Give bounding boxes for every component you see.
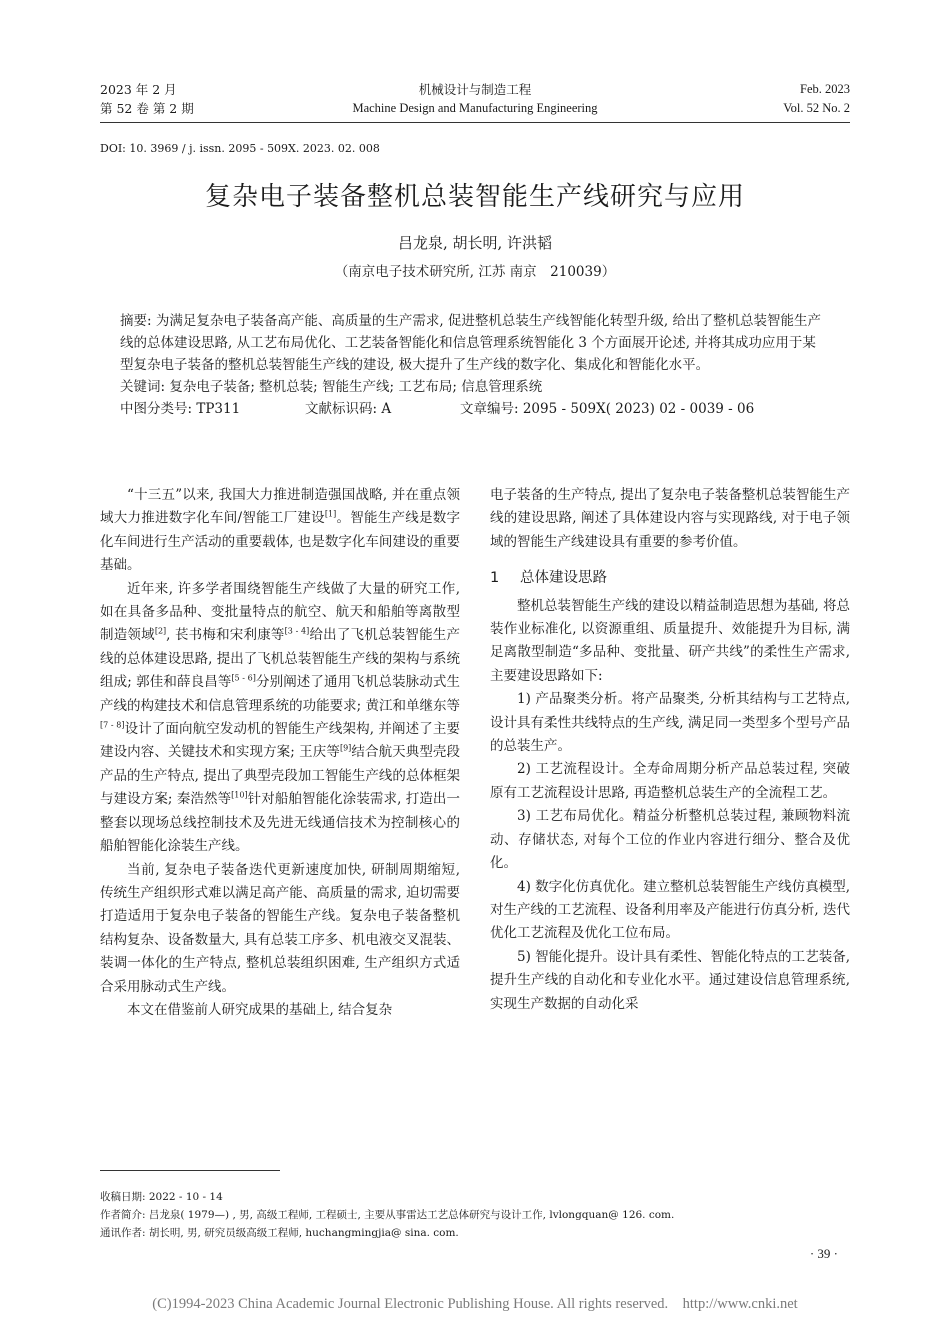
paragraph: 整机总装智能生产线的建设以精益制造思想为基础, 将总装作业标准化, 以资源重组、质量提升、效能提升为目标, 满足离散型制造“多品种、变批量、研产共线”的柔性生产需求, 主要建设思路如下: xyxy=(490,597,850,684)
list-item: 3) 工艺布局优化。精益分析整机总装过程, 兼顾物料流动、存储状态, 对每个工位的作业内容进行细分、整合及优化。 xyxy=(490,808,850,872)
citation[interactable]: [3 - 4] xyxy=(284,626,310,636)
classification-row xyxy=(120,398,828,420)
paragraph: “十三五”以来, 我国大力推进制造强国战略, 并在重点领域大力推进数字化车间/智能工厂建设[1]。智能生产线是数字化车间进行生产活动的重要载体, 也是数字化车间建设的重要基础。 xyxy=(100,487,460,574)
paragraph: 电子装备的生产特点, 提出了复杂电子装备整机总装智能生产线的建设思路, 阐述了具体建设内容与实现路线, 对于电子领域的智能生产线建设具有重要的参考价值。 xyxy=(490,487,850,550)
list-item: 4) 数字化仿真优化。建立整机总装智能生产线仿真模型, 对生产线的工艺流程、设备利用率及产能进行仿真分析, 迭代优化工艺流程及优化工位布局。 xyxy=(490,878,850,942)
citation[interactable]: [7 - 8] xyxy=(100,720,125,730)
abstract-text: 摘要: 为满足复杂电子装备高产能、高质量的生产需求, 促进整机总装生产线智能化转型升级, 给出了整机总装智能生产线的总体建设思路, 从工艺布局优化、工艺装备智能化和信息管理系统智能化 3 个方面展开论述, 并将其成功应用于某型复杂电子装备的整机总装智能生产线的建设, 极大提升了生产线的数字化、集成化和智能化水平。 xyxy=(120,313,822,373)
body-column-left xyxy=(100,484,460,1022)
article-number: 文章编号: 2095 - 509X( 2023) 02 - 0039 - 06 xyxy=(460,401,755,417)
section-number: 1 xyxy=(490,570,500,587)
volume-issue: 第 52 卷 第 2 期 xyxy=(100,101,194,116)
copyright-watermark: (C)1994-2023 China Academic Journal Electronic Publishing House. All rights reserved. http://www.cnki.net xyxy=(152,1296,798,1312)
issue-date: 2023 年 2 月 xyxy=(100,82,177,97)
doi: DOI: 10. 3969 / j. issn. 2095 - 509X. 2023. 02. 008 xyxy=(100,142,380,155)
citation[interactable]: [2] xyxy=(154,626,167,636)
paper-title: 复杂电子装备整机总装智能生产线研究与应用 xyxy=(204,182,745,212)
issue-date-en: Feb. 2023 xyxy=(800,82,850,96)
corresponding-author: 通讯作者: 胡长明, 男, 研究员级高级工程师, huchangmingjia@ sina. com. xyxy=(100,1227,459,1239)
citation[interactable]: [5 - 6] xyxy=(231,673,256,683)
document-code: 文献标识码: A xyxy=(305,401,392,417)
footnotes xyxy=(100,1188,850,1242)
paragraph: 本文在借鉴前人研究成果的基础上, 结合复杂 xyxy=(127,1001,393,1018)
clc-number: 中图分类号: TP311 xyxy=(120,401,241,417)
paragraph: 当前, 复杂电子装备迭代更新速度加快, 研制周期缩短, 传统生产组织形式难以满足高产能、高质量的需求, 迫切需要打造适用于复杂电子装备的智能生产线。复杂电子装备整机结构复杂、设备数量大, 具有总装工序多、机电液交叉混装、装调一体化的生产特点, 整机总装组织困难, 生产组织方式适合采用脉动式生产线。 xyxy=(100,861,460,995)
abstract-block xyxy=(120,310,828,420)
header-right xyxy=(783,80,850,118)
volume-issue-en: Vol. 52 No. 2 xyxy=(783,101,850,115)
header-divider xyxy=(100,122,850,123)
citation[interactable]: [10] xyxy=(231,790,248,800)
authors: 吕龙泉, 胡长明, 许洪韬 xyxy=(397,234,553,252)
page-number: · 39 · xyxy=(809,1246,838,1261)
affiliation: （南京电子技术研究所, 江苏 南京 210039） xyxy=(334,264,616,280)
body-column-right xyxy=(490,484,850,1016)
journal-name-en: Machine Design and Manufacturing Engineering xyxy=(352,101,598,115)
list-item: 1) 产品聚类分析。将产品聚类, 分析其结构与工艺特点, 设计具有柔性共线特点的生产线, 满足同一类型多个型号产品的总装生产。 xyxy=(490,691,850,755)
list-item: 5) 智能化提升。设计具有柔性、智能化特点的工艺装备, 提升生产线的自动化和专业化水平。通过建设信息管理系统, 实现生产数据的自动化采 xyxy=(490,948,850,1012)
citation[interactable]: [1] xyxy=(324,509,337,519)
list-item: 2) 工艺流程设计。全寿命周期分析产品总装过程, 突破原有工艺流程设计思路, 再造整机总装生产的全流程工艺。 xyxy=(490,761,850,801)
author-bio: 作者简介: 吕龙泉( 1979—) , 男, 高级工程师, 工程硕士, 主要从事雷达工艺总体研究与设计工作, lvlongquan@ 126. com. xyxy=(100,1209,675,1221)
section-heading xyxy=(490,567,850,590)
citation[interactable]: [9] xyxy=(339,743,352,753)
footnote-divider xyxy=(100,1170,280,1171)
keywords: 关键词: 复杂电子装备; 整机总装; 智能生产线; 工艺布局; 信息管理系统 xyxy=(120,379,543,395)
section-title: 总体建设思路 xyxy=(520,570,607,587)
received-date: 收稿日期: 2022 - 10 - 14 xyxy=(100,1191,223,1203)
journal-name-cn: 机械设计与制造工程 xyxy=(418,82,532,97)
paragraph: 近年来, 许多学者围绕智能生产线做了大量的研究工作, 如在具备多品种、变批量特点的航空、航天和船舶等离散型制造领域[2], 苌书梅和宋利康等[3 - 4]给出了飞机总装智能生产线的总体建设思路, 提出了飞机总装智能生产线的架构与系统组成; 郭佳和薛良昌等[5 - 6]分别阐述了通用飞机总装脉动式生产线的构建技术和信息管理系统的功能要求; 黄江和单继东等[7 - 8]设计了面向航空发动机的智能生产线架构, 并阐述了主要建设内容、关键技术和实现方案; 王庆等[9]结合航天典型壳段产品的生产特点, 提出了典型壳段加工智能生产线的总体框架与建设方案; 秦浩然等[10]针对船舶智能化涂装需求, 打造出一整套以现场总线控制技术及先进无线通信技术为控制核心的船舶智能化涂装生产线。 xyxy=(100,580,461,855)
